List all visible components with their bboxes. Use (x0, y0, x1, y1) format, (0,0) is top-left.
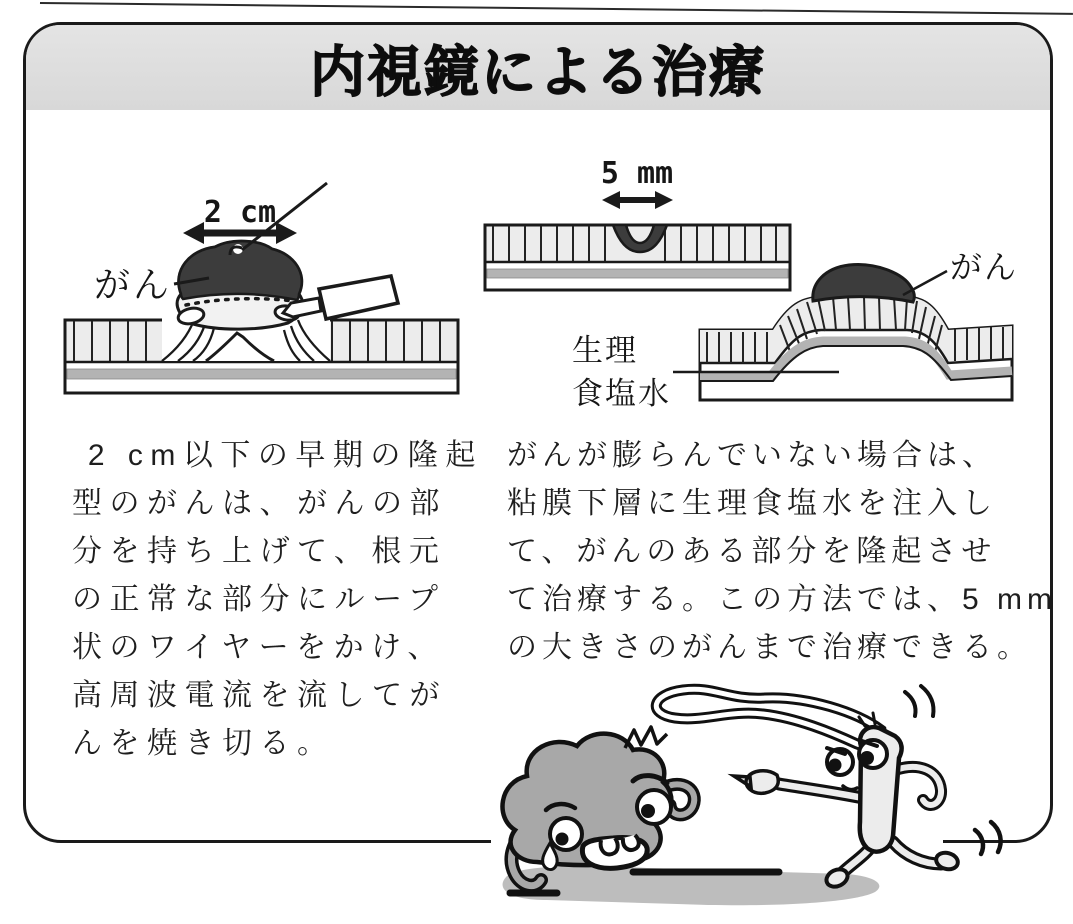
cartoon-illustration (477, 650, 1073, 924)
right-cancer-label: がん (950, 249, 1019, 285)
text-line: 2 cm以下の早期の隆起 (72, 439, 483, 472)
page-title: 内視鏡による治療 (309, 41, 766, 103)
left-diagram-snare-resection (60, 150, 465, 415)
blob-eye-right (637, 790, 671, 824)
text-line: んを焼き切る。 (72, 727, 335, 760)
right-diagram-saline-lift (455, 135, 1055, 420)
pointing-hand (734, 771, 778, 794)
text-line: て治療する。この方法では、5 mm (507, 583, 1057, 616)
ground-shadow (503, 866, 880, 905)
left-submucosa-band (67, 369, 456, 379)
polyp-cancer (177, 241, 303, 329)
text-line: がんが膨らんでいない場合は、 (507, 439, 997, 472)
saline-label-bottom: 食塩水 (572, 376, 671, 411)
left-paragraph (72, 432, 483, 768)
saline-label-top: 生理 (572, 333, 638, 368)
text-line: 分を持ち上げて、根元 (72, 535, 447, 568)
text-line: て、がんのある部分を隆起させ (507, 535, 997, 568)
left-size-label: 2 cm (203, 195, 277, 230)
text-line: 状のワイヤーをかけ、 (72, 631, 445, 664)
right-paragraph (507, 432, 1057, 672)
text-line: 型のがんは、がんの部 (72, 487, 447, 520)
title-banner (26, 25, 1050, 110)
endoscope-character (656, 686, 1000, 890)
motion-arcs-feet (975, 822, 1001, 854)
flat-tissue (485, 225, 790, 290)
right-size-label: 5 mm (600, 156, 674, 191)
cancer-cap-lifted (813, 265, 915, 302)
size-arrow-5mm (602, 191, 673, 209)
text-line: 粘膜下層に生理食塩水を注入し (507, 487, 997, 520)
text-line: の正常な部分にループ (72, 583, 446, 616)
left-cancer-label: がん (94, 264, 173, 305)
text-line: 高周波電流を流してが (72, 679, 447, 712)
scan-artifact-line (40, 2, 1073, 15)
cancer-character (503, 727, 695, 886)
motion-arcs-top (905, 686, 934, 716)
text-line: の大きさのがんまで治療できる。 (507, 631, 1032, 664)
